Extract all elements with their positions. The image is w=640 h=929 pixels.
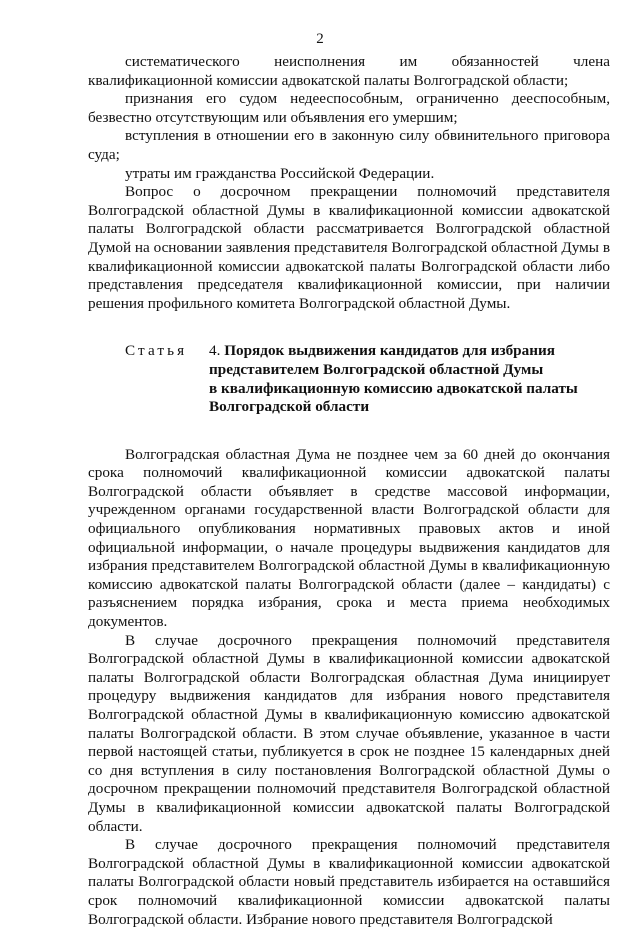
article-heading xyxy=(88,342,610,416)
page-number: 2 xyxy=(316,31,324,47)
article-title-line: Волгоградской области xyxy=(209,398,370,416)
article-label: Статья xyxy=(125,342,188,360)
paragraph: утраты им гражданства Российской Федерации. xyxy=(125,164,435,182)
paragraph: В случае досрочного прекращения полномочий представителя Волгоградской областной Думы в квалификационной комиссии адвокатской палаты Волгоградской области Волгоградская областная Дума инициирует процедуру выдвижения кандидатов для избрания нового представителя Волгоградской областной Думы в квалификационную комиссию адвокатской палаты Волгоградской области. В этом случае объявление, указанное в части первой настоящей статьи, публикуется в срок не позднее 15 календарных дней со дня вступления в силу постановления Волгоградской областной Думы о досрочном прекращении полномочий представителя Волгоградской областной Думы в квалификационной комиссии адвокатской палаты Волгоградской области. xyxy=(88,631,610,835)
paragraph: Вопрос о досрочном прекращении полномочий представителя Волгоградской областной Думы в квалификационной комиссии адвокатской палаты Волгоградской области рассматривается Волгоградской областной Думой на основании заявления представителя Волгоградской областной Думы в квалификационной комиссии адвокатской палаты Волгоградской области либо представления председателя квалификационной комиссии, при наличии решения профильного комитета Волгоградской областной Думы. xyxy=(88,183,610,312)
paragraph: Волгоградская областная Дума не позднее чем за 60 дней до окончания срока полномочий квалификационной комиссии адвокатской палаты Волгоградской области объявляет в средстве массовой информации, учрежденном органами государственной власти Волгоградской области для официального опубликования нормативных правовых актов и иной официальной информации, о начале процедуры выдвижения кандидатов для избрания представителем Волгоградской областной Думы в квалификационную комиссию адвокатской палаты Волгоградской области (далее – кандидаты) с разъяснением порядка избрания, срока и места приема необходимых документов. xyxy=(88,445,610,631)
article-title-line: представителем Волгоградской областной Думы xyxy=(209,360,544,378)
document-body xyxy=(88,53,610,929)
article-title xyxy=(209,342,610,416)
paragraph: В случае досрочного прекращения полномочий представителя Волгоградской областной Думы в квалификационной комиссии адвокатской палаты Волгоградской области новый представитель избирается на оставшийся срок полномочий квалификационной комиссии адвокатской палаты Волгоградской области. Избрание нового представителя Волгоградской xyxy=(88,836,610,928)
paragraph: систематического неисполнения им обязанностей члена квалификационной комиссии адвокатской палаты Волгоградской области; xyxy=(88,53,610,89)
paragraph: признания его судом недееспособным, ограниченно дееспособным, безвестно отсутствующим или объявления его умершим; xyxy=(88,90,610,126)
paragraph: вступления в отношении его в законную силу обвинительного приговора суда; xyxy=(88,127,610,163)
article-number: 4. xyxy=(209,342,221,360)
article-title-line: в квалификационную комиссию адвокатской палаты xyxy=(209,379,578,397)
article-title-line: Порядок выдвижения кандидатов для избрания xyxy=(224,342,555,360)
